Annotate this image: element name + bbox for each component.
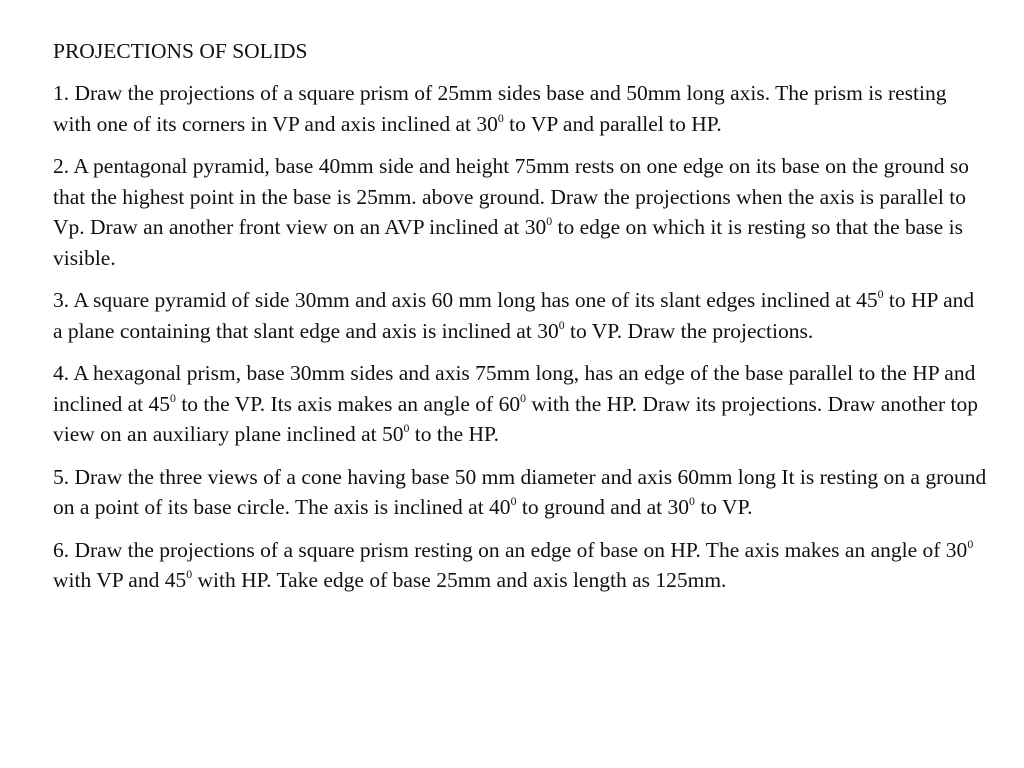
question-4 [53, 358, 988, 450]
question-text: 1. Draw the projections of a square prism of 25mm sides base and 50mm long axis. The prism is resting with one of its corners in VP and axis inclined at 30 [53, 81, 947, 136]
question-5 [53, 462, 988, 523]
question-text: with VP and 45 [53, 568, 187, 592]
question-text: to ground and at 30 [516, 495, 690, 519]
question-6 [53, 535, 988, 596]
question-text: 4. A hexagonal prism, base 30mm sides and axis 75mm long, has an edge of the base parallel to the HP and inclined at 45 [53, 361, 976, 416]
degree-superscript: 0 [558, 317, 565, 332]
question-text: 5. Draw the three views of a cone having base 50 mm diameter and axis 60mm long It is resting on a ground on a point of its base circle. The axis is inclined at 40 [53, 464, 987, 519]
degree-superscript: 0 [186, 567, 193, 582]
degree-superscript: 0 [877, 287, 884, 302]
question-text: to HP and a plane containing that slant edge and axis is inclined at 30 [53, 288, 975, 343]
degree-superscript: 0 [967, 536, 974, 551]
question-text: to VP. Draw the projections. [564, 318, 814, 343]
question-text: 3. A square pyramid of side 30mm and axis 60 mm long has one of its slant edges inclined at 45 [53, 288, 878, 312]
question-list [53, 78, 988, 596]
degree-superscript: 0 [520, 390, 526, 405]
question-text: to VP. [694, 495, 753, 519]
question-1 [53, 78, 988, 139]
question-2 [53, 151, 988, 273]
question-text: to the VP. Its axis makes an angle of 60 [175, 391, 521, 416]
question-text: with HP. Take edge of base 25mm and axis length as 125mm. [192, 568, 727, 592]
question-text: 6. Draw the projections of a square prism resting on an edge of base on HP. The axis makes an angle of 30 [53, 537, 968, 562]
slide-title: PROJECTIONS OF SOLIDS [53, 39, 308, 63]
question-text: to edge on which it is resting so that the base is visible. [53, 215, 963, 270]
question-text: to the HP. [409, 422, 499, 446]
degree-superscript: 0 [510, 494, 517, 509]
question-text: with the HP. Draw its projections. Draw another top view on an auxiliary plane inclined at 50 [53, 391, 979, 446]
question-text: to VP and parallel to HP. [503, 111, 722, 136]
question-text: 2. A pentagonal pyramid, base 40mm side and height 75mm rests on one edge on its base on the ground so that the highest point in the base is 25mm. above ground. Draw the projections when the axis is parallel to Vp. Draw an another front view on an AVP inclined at 30 [53, 154, 969, 239]
degree-superscript: 0 [689, 494, 695, 509]
degree-superscript: 0 [403, 421, 410, 436]
degree-superscript: 0 [497, 110, 504, 125]
slide [53, 36, 988, 596]
degree-superscript: 0 [546, 214, 553, 229]
degree-superscript: 0 [170, 390, 176, 405]
question-3 [53, 285, 988, 346]
